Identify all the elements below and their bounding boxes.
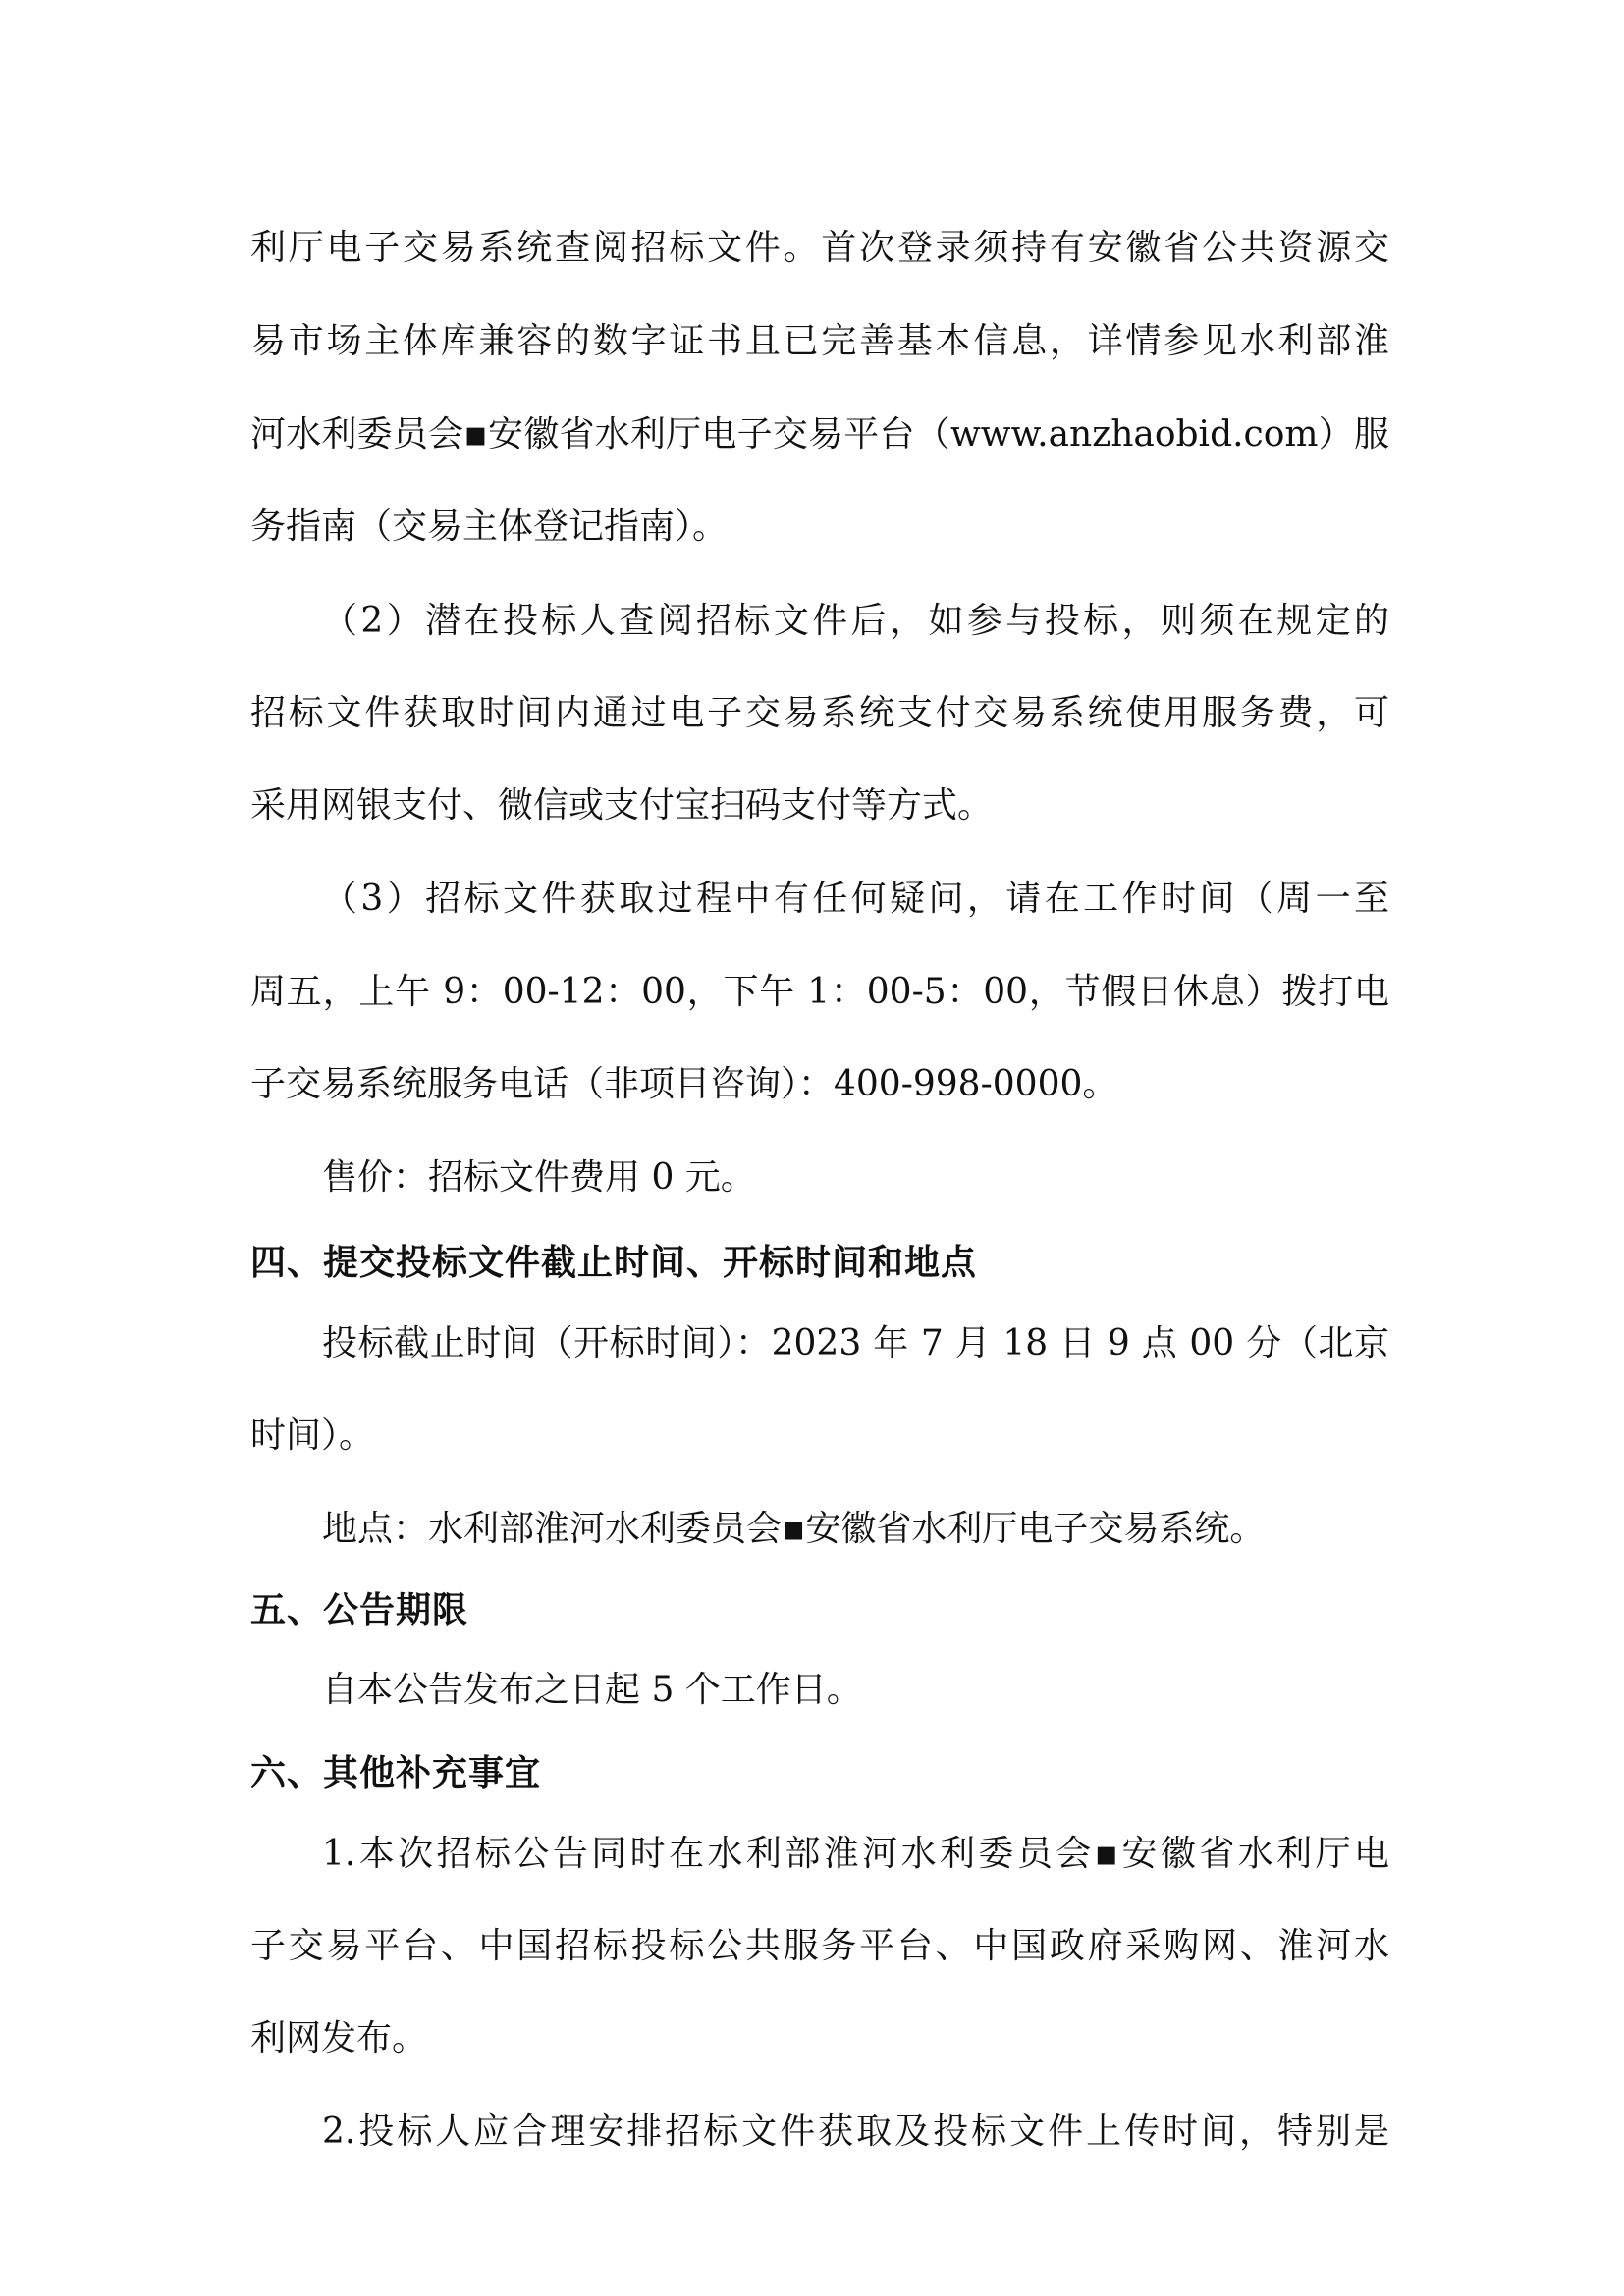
paragraph-line: 招标文件获取时间内通过电子交易系统支付交易系统使用服务费，可: [250, 693, 1389, 733]
paragraph-line: 2.投标人应合理安排招标文件获取及投标文件上传时间，特别是: [322, 2111, 1389, 2152]
paragraph-line: 利网发布。: [250, 2018, 428, 2058]
section-heading: 六、其他补充事宜: [250, 1753, 542, 1793]
paragraph-line: 利厅电子交易系统查阅招标文件。首次登录须持有安徽省公共资源交: [250, 228, 1389, 268]
paragraph-line: 1.本次招标公告同时在水利部淮河水利委员会▪安徽省水利厅电: [322, 1834, 1389, 1874]
price-line: 售价：招标文件费用 0 元。: [322, 1157, 756, 1198]
paragraph-line: 易市场主体库兼容的数字证书且已完善基本信息，详情参见水利部淮: [250, 321, 1389, 361]
paragraph-line: 务指南（交易主体登记指南）。: [250, 507, 729, 547]
paragraph-line: （3）招标文件获取过程中有任何疑问，请在工作时间（周一至: [322, 879, 1389, 919]
location-line: 地点：水利部淮河水利委员会▪安徽省水利厅电子交易系统。: [322, 1509, 1266, 1549]
paragraph-line: 自本公告发布之日起 5 个工作日。: [322, 1670, 862, 1710]
paragraph-line: （2）潜在投标人查阅招标文件后，如参与投标，则须在规定的: [322, 601, 1389, 641]
paragraph-line: 子交易系统服务电话（非项目咨询）：400-998-0000。: [250, 1064, 1118, 1104]
paragraph-line: 河水利委员会▪安徽省水利厅电子交易平台（www.anzhaobid.com）服: [250, 414, 1389, 454]
paragraph-line: 投标截止时间（开标时间）：2023 年 7 月 18 日 9 点 00 分（北京: [322, 1323, 1389, 1363]
paragraph-line: 时间）。: [250, 1415, 375, 1456]
section-heading: 四、提交投标文件截止时间、开标时间和地点: [250, 1243, 978, 1283]
paragraph-line: 子交易平台、中国招标投标公共服务平台、中国政府采购网、淮河水: [250, 1926, 1389, 1966]
section-heading: 五、公告期限: [250, 1590, 469, 1630]
paragraph-line: 周五，上午 9：00-12：00，下午 1：00-5：00，节假日休息）拨打电: [250, 972, 1389, 1012]
paragraph-line: 采用网银支付、微信或支付宝扫码支付等方式。: [250, 785, 994, 826]
